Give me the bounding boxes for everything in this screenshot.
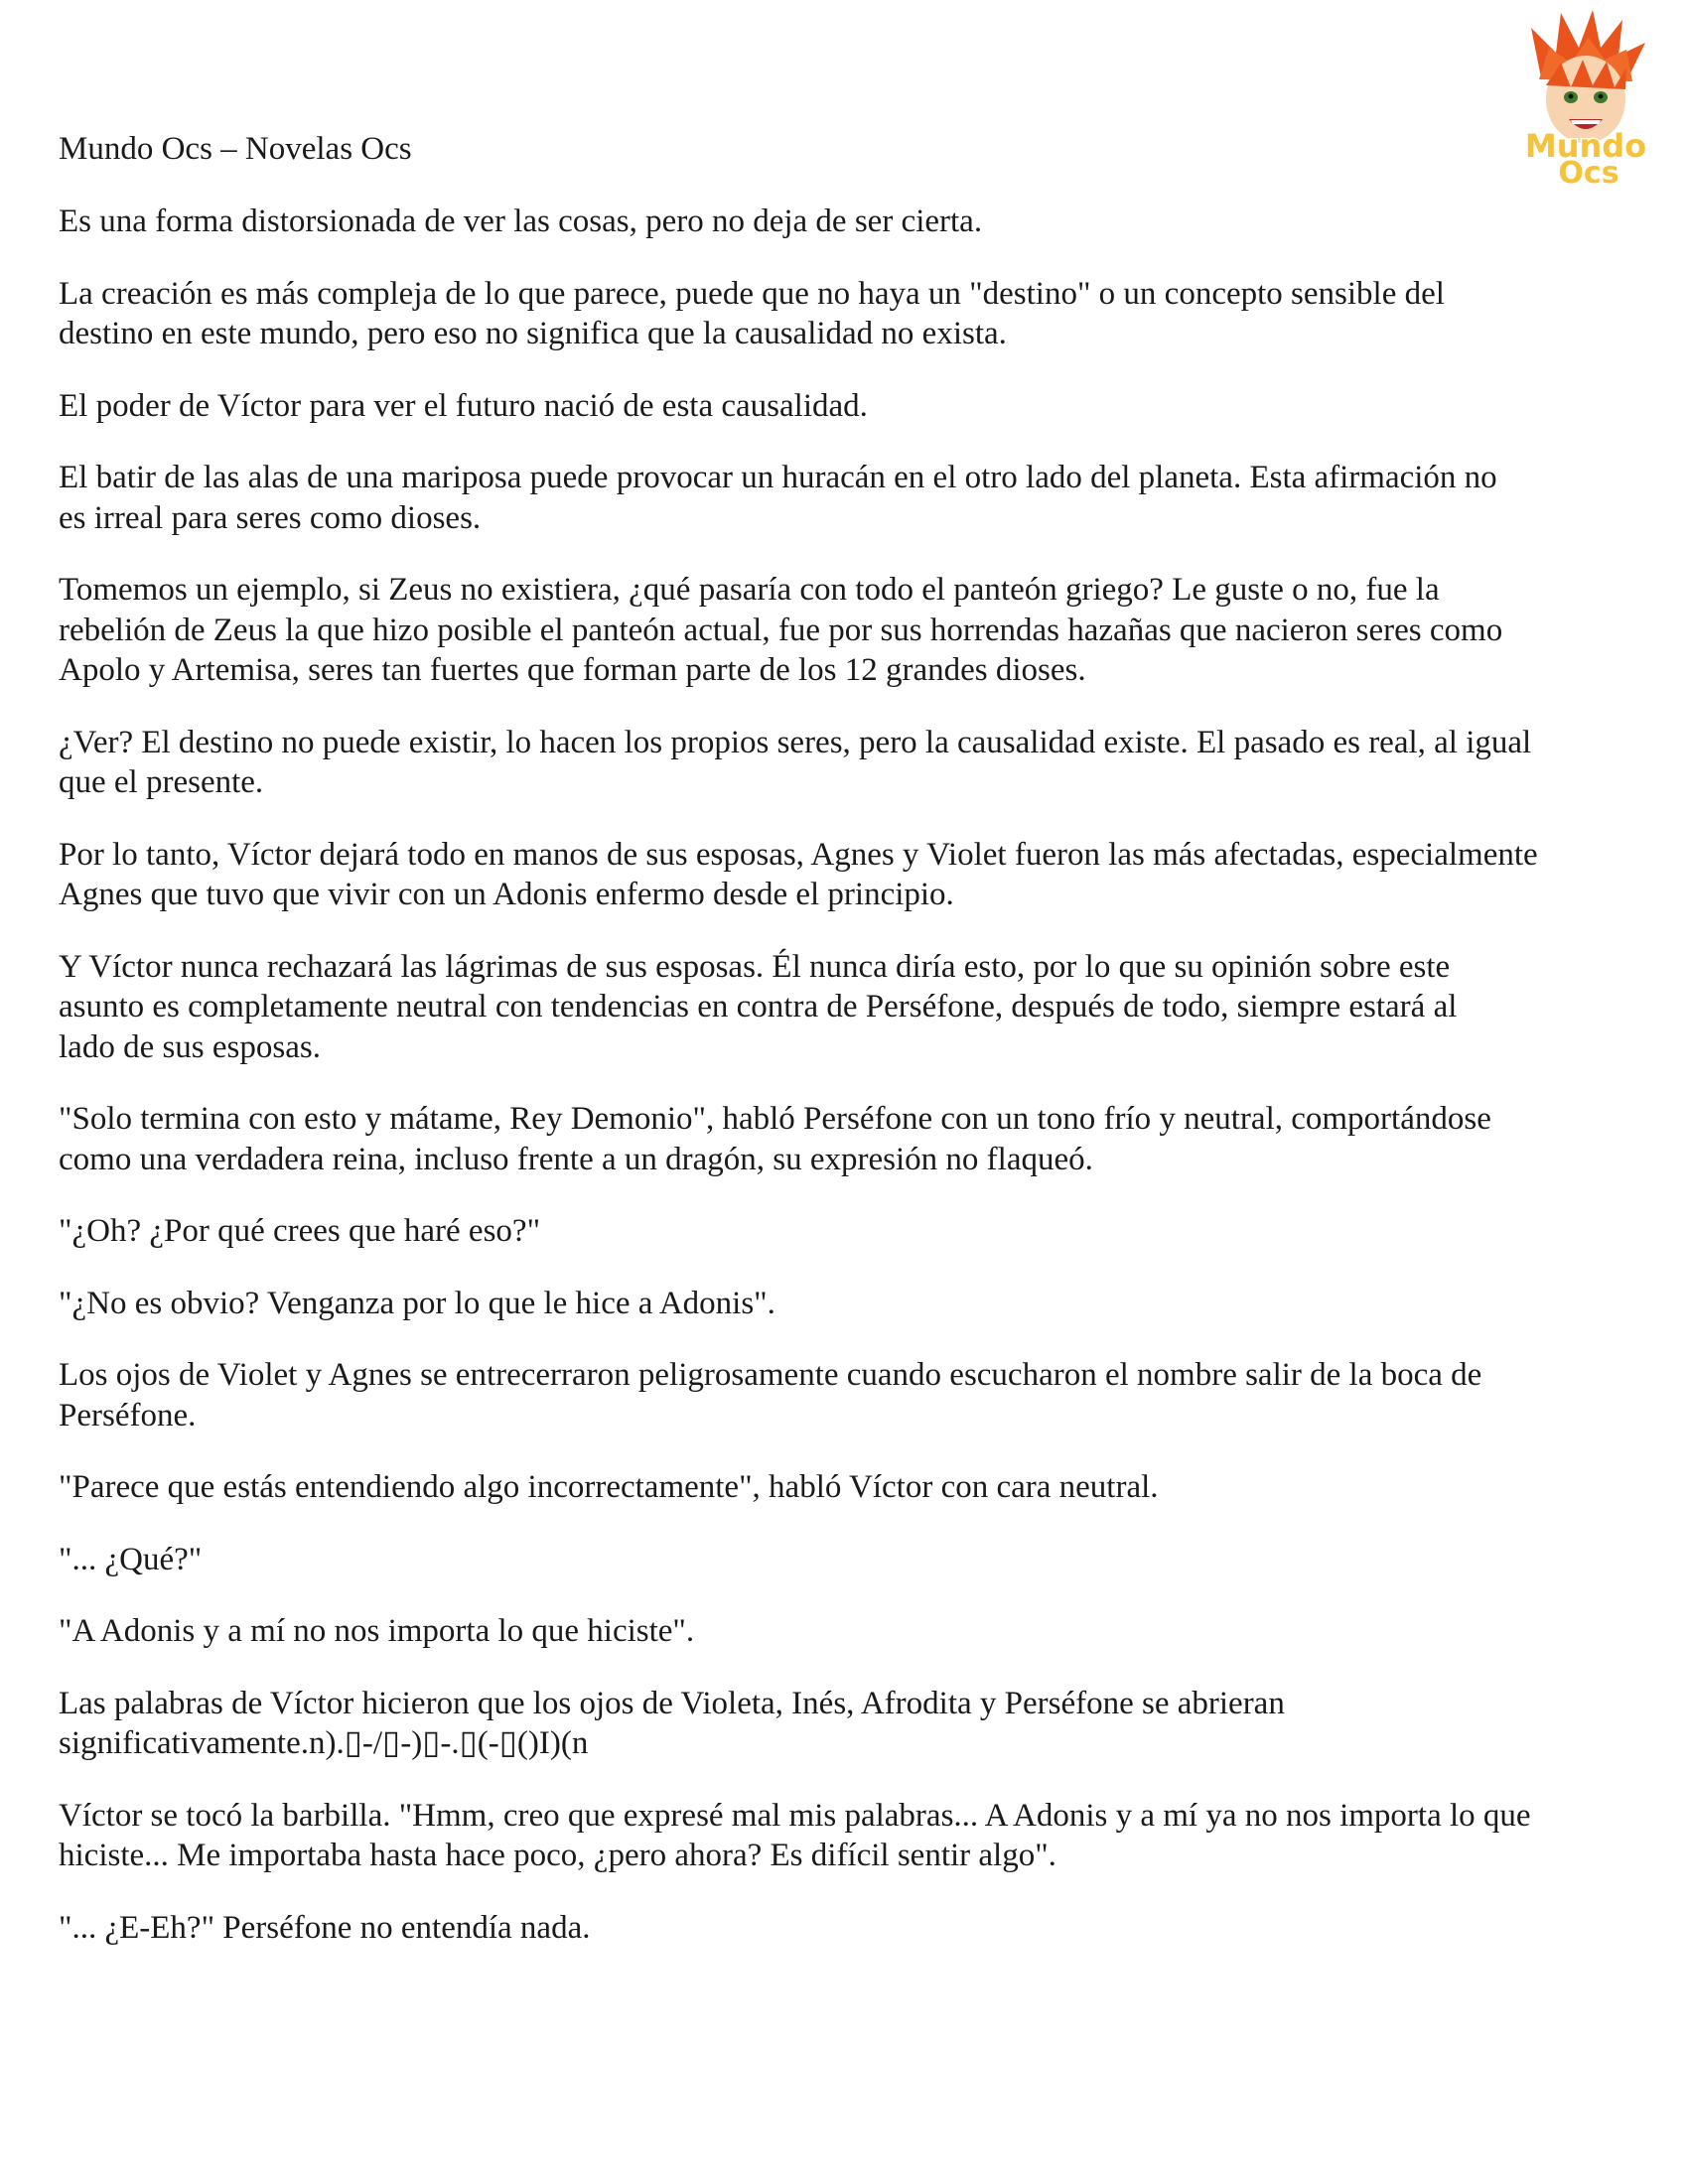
paragraph: Por lo tanto, Víctor dejará todo en manos de sus esposas, Agnes y Violet fueron las más afectadas, especialmente Agnes que tuvo que vivir con un Adonis enfermo desde el principio.	[59, 836, 1538, 912]
paragraph: El poder de Víctor para ver el futuro nació de esta causalidad.	[59, 387, 868, 424]
paragraph: "... ¿E-Eh?" Perséfone no entendía nada.	[59, 1909, 591, 1946]
document-body	[59, 202, 1647, 1979]
mundo-ocs-logo	[1501, 8, 1670, 185]
svg-text:Ocs: Ocs	[1558, 156, 1619, 185]
svg-text:Mundo: Mundo	[1524, 127, 1647, 165]
paragraph: ¿Ver? El destino no puede existir, lo hacen los propios seres, pero la causalidad existe. El pasado es real, al igual que el presente.	[59, 724, 1532, 800]
paragraph: El batir de las alas de una mariposa puede provocar un huracán en el otro lado del planeta. Esta afirmación no es irreal para seres como dioses.	[59, 460, 1497, 536]
paragraph: Es una forma distorsionada de ver las cosas, pero no deja de ser cierta.	[59, 204, 983, 239]
paragraph: "¿Oh? ¿Por qué crees que haré eso?"	[59, 1213, 541, 1249]
paragraph: "A Adonis y a mí no nos importa lo que hiciste".	[59, 1613, 695, 1649]
paragraph: Los ojos de Violet y Agnes se entrecerraron peligrosamente cuando escucharon el nombre salir de la boca de Perséfone.	[59, 1357, 1482, 1433]
paragraph: Y Víctor nunca rechazará las lágrimas de sus esposas. Él nunca diría esto, por lo que su opinión sobre este asunto es completamente neutral con tendencias en contra de Perséfone, después de todo, siempre estará al lado de sus esposas.	[59, 948, 1458, 1065]
paragraph: Tomemos un ejemplo, si Zeus no existiera, ¿qué pasaría con todo el panteón griego? Le guste o no, fue la rebelión de Zeus la que hizo posible el panteón actual, fue por sus horrendas hazañas que nacieron seres como Apolo y Artemisa, seres tan fuertes que forman parte de los 12 grandes dioses.	[59, 572, 1503, 688]
paragraph: La creación es más compleja de lo que parece, puede que no haya un "destino" o un concepto sensible del destino en este mundo, pero eso no significa que la causalidad no exista.	[59, 275, 1445, 351]
paragraph: "Parece que estás entendiendo algo incorrectamente", habló Víctor con cara neutral.	[59, 1469, 1159, 1505]
paragraph: Las palabras de Víctor hicieron que los ojos de Violeta, Inés, Afrodita y Perséfone se abrieran significativamente.n).▯-/▯-)▯-.▯(-▯()I)(n	[59, 1685, 1285, 1761]
paragraph: "... ¿Qué?"	[59, 1541, 203, 1577]
paragraph: "Solo termina con esto y mátame, Rey Demonio", habló Perséfone con un tono frío y neutral, comportándose como una verdadera reina, incluso frente a un dragón, su expresión no flaqueó.	[59, 1101, 1491, 1177]
document-header: Mundo Ocs – Novelas Ocs	[59, 131, 412, 167]
paragraph: "¿No es obvio? Venganza por lo que le hice a Adonis".	[59, 1285, 775, 1321]
paragraph: Víctor se tocó la barbilla. "Hmm, creo que expresé mal mis palabras... A Adonis y a mí ya no nos importa lo que hiciste... Me importaba hasta hace poco, ¿pero ahora? Es difícil sentir algo".	[59, 1797, 1531, 1873]
